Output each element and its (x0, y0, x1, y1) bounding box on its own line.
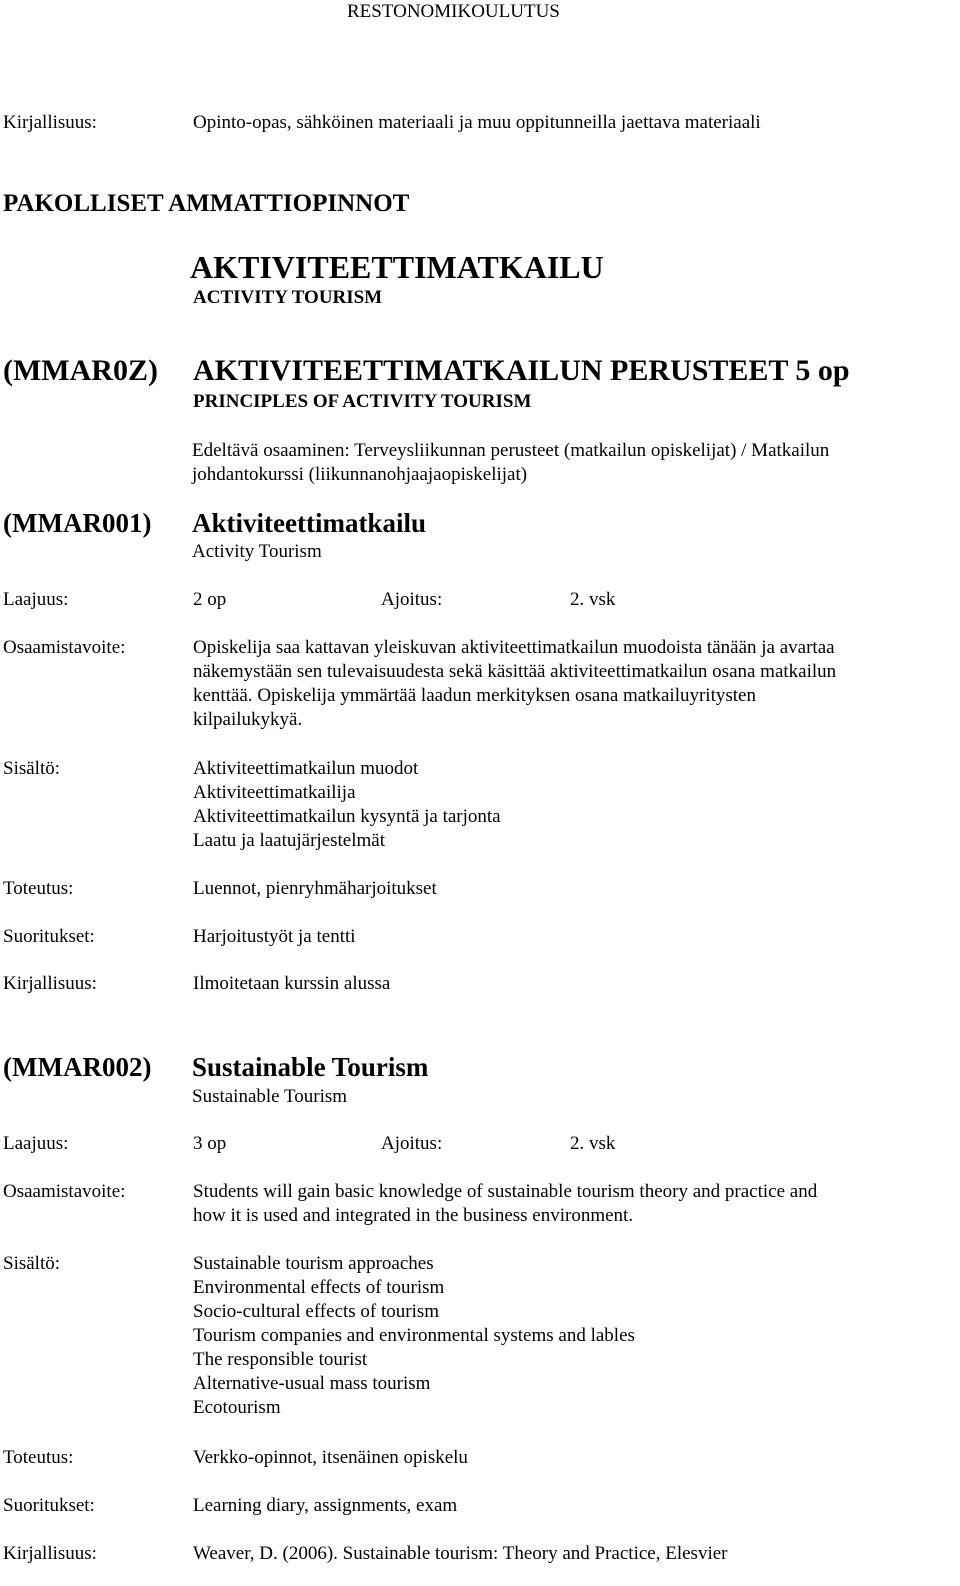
delivery-value: Luennot, pienryhmäharjoitukset (193, 878, 437, 899)
assessment-value: Learning diary, assignments, exam (193, 1495, 458, 1516)
course-group-title: AKTIVITEETTIMATKAILUN PERUSTEET 5 op (193, 354, 850, 387)
content-list (193, 757, 501, 853)
timing-value: 2. vsk (570, 589, 616, 610)
content-item: Aktiviteettimatkailun kysyntä ja tarjonta (193, 806, 501, 827)
objective-line: Students will gain basic knowledge of sustainable tourism theory and practice and (193, 1181, 818, 1202)
delivery-label: Toteutus: (3, 1447, 74, 1468)
prerequisite-line: Edeltävä osaaminen: Terveysliikunnan perusteet (matkailun opiskelijat) / Matkailun (192, 440, 830, 461)
literature-value: Ilmoitetaan kurssin alussa (193, 973, 391, 994)
intro-literature-label: Kirjallisuus: (3, 112, 97, 133)
course-subtitle: Activity Tourism (192, 541, 322, 562)
scope-label: Laajuus: (3, 1133, 69, 1154)
objectives-label: Osaamistavoite: (3, 1181, 126, 1202)
scope-value: 3 op (193, 1133, 227, 1154)
course-group-code: (MMAR0Z) (3, 354, 158, 387)
content-item: Ecotourism (193, 1397, 281, 1418)
content-item: Sustainable tourism approaches (193, 1253, 434, 1274)
scope-label: Laajuus: (3, 589, 69, 610)
content-item: The responsible tourist (193, 1349, 368, 1370)
course-code: (MMAR002) (3, 1052, 152, 1082)
objective-line: Opiskelija saa kattavan yleiskuvan aktiviteettimatkailun muodoista tänään ja avartaa (193, 637, 835, 658)
intro-literature-value: Opinto-opas, sähköinen materiaali ja muu oppitunneilla jaettava materiaali (193, 112, 761, 133)
objectives-label: Osaamistavoite: (3, 637, 126, 658)
content-label: Sisältö: (3, 758, 61, 779)
timing-label: Ajoitus: (381, 1133, 443, 1154)
delivery-value: Verkko-opinnot, itsenäinen opiskelu (193, 1447, 468, 1468)
module-subtitle: ACTIVITY TOURISM (193, 287, 383, 308)
course-group-subtitle: PRINCIPLES OF ACTIVITY TOURISM (193, 391, 532, 412)
content-item: Socio-cultural effects of tourism (193, 1301, 440, 1322)
literature-label: Kirjallisuus: (3, 1543, 97, 1564)
objectives-text (193, 636, 836, 732)
objective-line: how it is used and integrated in the business environment. (193, 1205, 634, 1226)
assessment-label: Suoritukset: (3, 926, 95, 947)
section-title: PAKOLLISET AMMATTIOPINNOT (3, 190, 410, 217)
literature-label: Kirjallisuus: (3, 973, 97, 994)
objective-line: näkemystään sen tulevaisuudesta sekä käsittää aktiviteettimatkailun osana matkailun (193, 661, 837, 682)
course-title: Aktiviteettimatkailu (192, 508, 426, 538)
objective-line: kenttää. Opiskelija ymmärtää laadun merkityksen osana matkailuyritysten (193, 685, 756, 706)
course-code: (MMAR001) (3, 508, 152, 538)
document-header: RESTONOMIKOULUTUS (347, 1, 560, 22)
content-item: Laatu ja laatujärjestelmät (193, 830, 386, 851)
objective-line: kilpailukykyä. (193, 709, 303, 730)
delivery-label: Toteutus: (3, 878, 74, 899)
content-item: Aktiviteettimatkailija (193, 782, 356, 803)
content-item: Alternative-usual mass tourism (193, 1373, 431, 1394)
course-title: Sustainable Tourism (192, 1052, 429, 1082)
assessment-label: Suoritukset: (3, 1495, 95, 1516)
content-item: Environmental effects of tourism (193, 1277, 445, 1298)
content-item: Aktiviteettimatkailun muodot (193, 758, 419, 779)
content-item: Tourism companies and environmental systems and lables (193, 1325, 635, 1346)
timing-label: Ajoitus: (381, 589, 443, 610)
content-label: Sisältö: (3, 1253, 61, 1274)
course-subtitle: Sustainable Tourism (192, 1086, 348, 1107)
scope-value: 2 op (193, 589, 227, 610)
assessment-value: Harjoitustyöt ja tentti (193, 926, 356, 947)
content-list (193, 1252, 635, 1420)
literature-value: Weaver, D. (2006). Sustainable tourism: Theory and Practice, Elesvier (193, 1543, 728, 1564)
module-title: AKTIVITEETTIMATKAILU (190, 249, 604, 285)
objectives-text (193, 1180, 817, 1228)
timing-value: 2. vsk (570, 1133, 616, 1154)
prerequisite-line: johdantokurssi (liikunnanohjaajaopiskelijat) (192, 464, 528, 485)
course-group-prerequisites (192, 439, 829, 487)
